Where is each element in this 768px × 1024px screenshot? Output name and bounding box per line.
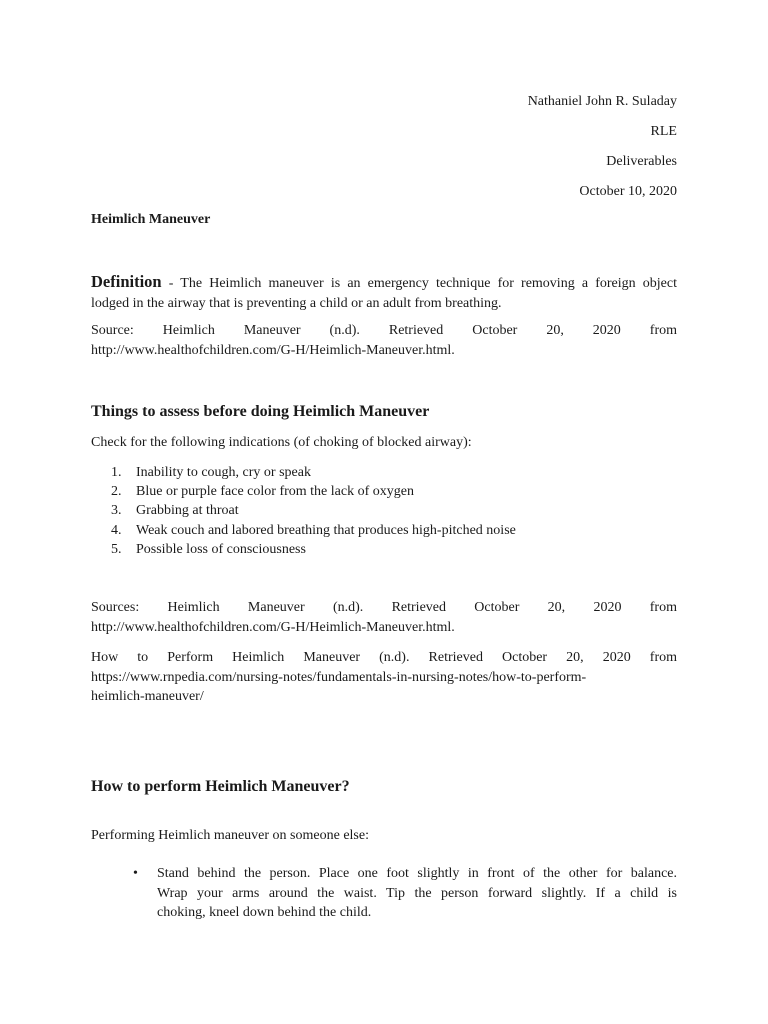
bullet-line-1: Stand behind the person. Place one foot slightly in front of the other for balance. [157, 866, 677, 881]
howto-source-line-2: https://www.rnpedia.com/nursing-notes/fundamentals-in-nursing-notes/how-to-perform- [91, 669, 587, 685]
perform-heading: How to perform Heimlich Maneuver? [91, 778, 350, 795]
bullet-marker: • [133, 866, 138, 881]
bullet-line-2: Wrap your arms around the waist. Tip the person forward slightly. If a child is [157, 885, 677, 901]
definition-paragraph [91, 272, 677, 313]
definition-term: Definition [91, 272, 162, 291]
list-item-text: Weak couch and labored breathing that produces high-pitched noise [136, 522, 516, 538]
definition-source-line-1: Source: Heimlich Maneuver (n.d). Retrieved October 20, 2020 from [91, 323, 677, 338]
bullet-line-3: choking, kneel down behind the child. [157, 905, 372, 920]
definition-text-2: lodged in the airway that is preventing a child or an adult from breathing. [91, 295, 502, 311]
list-item-number: 2. [111, 484, 122, 500]
list-item-number: 5. [111, 541, 122, 557]
definition-line-1 [91, 272, 677, 294]
assess-intro: Check for the following indications (of choking of blocked airway): [91, 435, 472, 450]
document-type: Deliverables [606, 154, 677, 169]
assess-sources [91, 598, 677, 637]
list-item-number: 4. [111, 522, 122, 538]
list-item-text: Blue or purple face color from the lack of oxygen [136, 484, 414, 500]
list-item-number: 1. [111, 465, 122, 480]
howto-source-line-1: How to Perform Heimlich Maneuver (n.d). Retrieved October 20, 2020 from [91, 650, 677, 665]
definition-source-line-2: http://www.healthofchildren.com/G-H/Heimlich-Maneuver.html. [91, 342, 455, 358]
document-title: Heimlich Maneuver [91, 212, 211, 227]
list-item-text: Grabbing at throat [136, 503, 239, 519]
bullet-text [157, 864, 677, 923]
assess-heading: Things to assess before doing Heimlich Maneuver [91, 403, 430, 420]
assess-sources-line-2: http://www.healthofchildren.com/G-H/Heimlich-Maneuver.html. [91, 619, 455, 635]
assess-sources-line-1: Sources: Heimlich Maneuver (n.d). Retrieved October 20, 2020 from [91, 600, 677, 615]
list-item-text: Possible loss of consciousness [136, 541, 306, 557]
document-date: October 10, 2020 [579, 184, 677, 199]
perform-intro: Performing Heimlich maneuver on someone else: [91, 828, 369, 843]
definition-text-1: - The Heimlich maneuver is an emergency technique for removing a foreign object [168, 276, 678, 291]
author-name: Nathaniel John R. Suladay [527, 94, 677, 109]
definition-source [91, 321, 677, 360]
howto-source-line-3: heimlich-maneuver/ [91, 689, 204, 704]
course-label: RLE [650, 124, 677, 139]
list-item-text: Inability to cough, cry or speak [136, 465, 311, 480]
list-item-number: 3. [111, 503, 122, 519]
howto-source [91, 648, 677, 707]
